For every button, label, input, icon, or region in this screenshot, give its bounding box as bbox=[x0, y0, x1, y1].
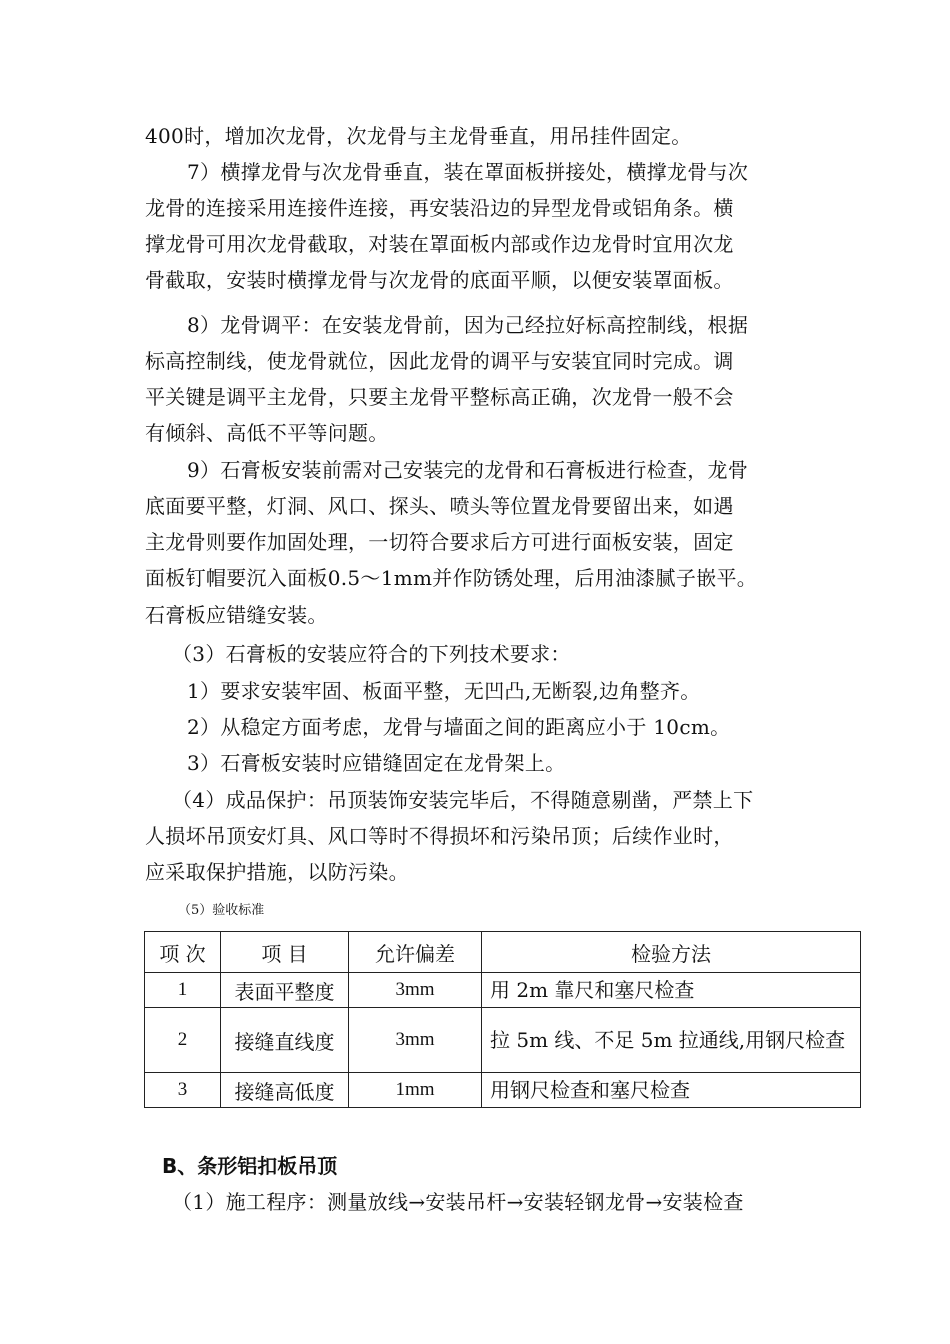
header-item: 项 目 bbox=[221, 932, 349, 973]
paragraph-line: 主龙骨则要作加固处理，一切符合要求后方可进行面板安装，固定 bbox=[145, 530, 734, 554]
paragraph-line: 应采取保护措施，以防污染。 bbox=[145, 860, 409, 884]
paragraph-line: 撑龙骨可用次龙骨截取，对装在罩面板内部或作边龙骨时宜用次龙 bbox=[145, 232, 734, 256]
paragraph-line: 平关键是调平主龙骨，只要主龙骨平整标高正确，次龙骨一般不会 bbox=[145, 385, 734, 409]
subsection-heading: （3）石膏板的安装应符合的下列技术要求： bbox=[172, 642, 571, 666]
paragraph-line: （4）成品保护：吊顶装饰安装完毕后，不得随意剔凿，严禁上下 bbox=[172, 788, 754, 812]
cell-item: 接缝直线度 bbox=[221, 1008, 349, 1073]
cell-tolerance: 3mm bbox=[349, 973, 482, 1008]
paragraph-line: 标高控制线，使龙骨就位，因此龙骨的调平与安装宜同时完成。调 bbox=[145, 349, 734, 373]
paragraph-line: 骨截取，安装时横撑龙骨与次龙骨的底面平顺，以便安装罩面板。 bbox=[145, 268, 734, 292]
cell-item-no: 1 bbox=[145, 973, 221, 1008]
paragraph-line: 龙骨的连接采用连接件连接，再安装沿边的异型龙骨或铝角条。横 bbox=[145, 196, 734, 220]
header-method: 检验方法 bbox=[482, 932, 861, 973]
table-header-row bbox=[145, 932, 861, 973]
paragraph-line: 石膏板应错缝安装。 bbox=[145, 603, 328, 627]
cell-method: 用钢尺检查和塞尺检查 bbox=[482, 1073, 861, 1108]
paragraph-line: 人损坏吊顶安灯具、风口等时不得损坏和污染吊顶；后续作业时， bbox=[145, 824, 734, 848]
requirement-item: 3）石膏板安装时应错缝固定在龙骨架上。 bbox=[187, 751, 566, 775]
cell-item-no: 3 bbox=[145, 1073, 221, 1108]
requirement-item: 1）要求安装牢固、板面平整，无凹凸,无断裂,边角整齐。 bbox=[187, 679, 701, 703]
table-row bbox=[145, 1073, 861, 1108]
cell-tolerance: 3mm bbox=[349, 1008, 482, 1073]
cell-method: 拉 5m 线、不足 5m 拉通线,用钢尺检查 bbox=[482, 1008, 861, 1073]
paragraph-line: 8）龙骨调平：在安装龙骨前，因为己经拉好标高控制线，根据 bbox=[187, 313, 749, 337]
table-caption: （5）验收标准 bbox=[178, 903, 265, 918]
cell-item: 接缝高低度 bbox=[221, 1073, 349, 1108]
cell-tolerance: 1mm bbox=[349, 1073, 482, 1108]
cell-method: 用 2m 靠尺和塞尺检查 bbox=[482, 973, 861, 1008]
header-tolerance: 允许偏差 bbox=[349, 932, 482, 973]
paragraph-line: 7）横撑龙骨与次龙骨垂直，装在罩面板拼接处，横撑龙骨与次 bbox=[187, 160, 749, 184]
paragraph-line: 面板钉帽要沉入面板0.5～1mm并作防锈处理，后用油漆腻子嵌平。 bbox=[145, 566, 758, 590]
cell-item-no: 2 bbox=[145, 1008, 221, 1073]
cell-item: 表面平整度 bbox=[221, 973, 349, 1008]
acceptance-standard-table bbox=[144, 931, 861, 1108]
paragraph-line: 9）石膏板安装前需对己安装完的龙骨和石膏板进行检查，龙骨 bbox=[187, 458, 749, 482]
section-heading: B、条形铝扣板吊顶 bbox=[162, 1154, 338, 1178]
requirement-item: 2）从稳定方面考虑，龙骨与墙面之间的距离应小于 10cm。 bbox=[187, 715, 731, 739]
table-row bbox=[145, 1008, 861, 1073]
paragraph-line: 底面要平整，灯洞、风口、探头、喷头等位置龙骨要留出来，如遇 bbox=[145, 494, 734, 518]
header-item-no: 项 次 bbox=[145, 932, 221, 973]
paragraph-line: 400时，增加次龙骨，次龙骨与主龙骨垂直，用吊挂件固定。 bbox=[145, 124, 692, 148]
paragraph-line: （1）施工程序：测量放线→安装吊杆→安装轻钢龙骨→安装检查 bbox=[172, 1190, 744, 1214]
paragraph-line: 有倾斜、高低不平等问题。 bbox=[145, 421, 389, 445]
table-row bbox=[145, 973, 861, 1008]
